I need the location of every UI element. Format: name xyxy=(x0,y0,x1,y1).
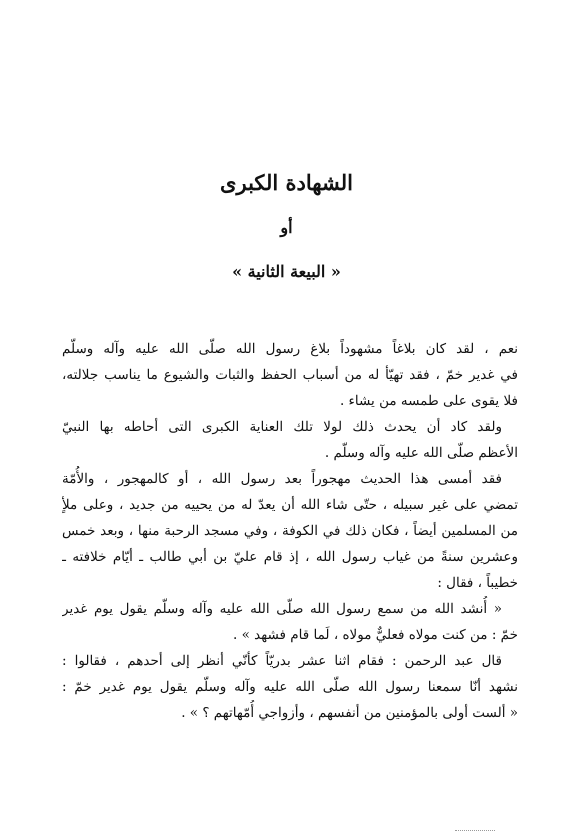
text-line: الأعظم صلّى الله عليه وآله وسلّم . xyxy=(324,445,518,461)
text-line: فقد أمسى هذا الحديث مهجوراً بعد رسول الله ، أو كالمهجور ، والأُمّة xyxy=(62,471,502,487)
body-text xyxy=(62,336,518,726)
text-line: قال عبد الرحمن : فقام اثنا عشر بدريّاً كأنّي أنظر إلى أحدهم ، فقالوا : xyxy=(62,653,502,669)
text-line: وعشرين سنةً من غياب رسول الله ، إذ قام عليّ بن أبي طالب ـ أيّام خلافته ـ xyxy=(62,549,518,565)
text-line: خمّ : من كنت مولاه فعليٌّ مولاه ، لَما قام فشهد » . xyxy=(233,627,518,643)
text-line: نشهد أنّا سمعنا رسول الله صلّى الله عليه وآله وسلّم يقول يوم غدير خمّ : xyxy=(62,679,518,695)
page-footer-mark xyxy=(455,830,495,832)
text-line: خطيباً ، فقال : xyxy=(437,575,518,591)
text-line: في غدير خمّ ، فقد تهيّأ له من أسباب الحفظ والثبات والشيوع ما يناسب جلالته، xyxy=(62,367,518,383)
text-line: تمضي على غير سبيله ، حتّى شاء الله أن يعدّ له من يحييه من جديد ، وعلى ملأٍ xyxy=(62,497,518,513)
text-line: من المسلمين أيضاً ، فكان ذلك في الكوفة ، وفي مسجد الرحبة منها ، وبعد خمس xyxy=(62,523,518,539)
chapter-title: الشهادة الكبرى xyxy=(220,170,353,195)
text-line: « أُنشد الله من سمع رسول الله صلّى الله عليه وآله وسلّم يقول يوم غدير xyxy=(62,601,502,617)
text-line: فلا يقوى على طمسه من يشاء . xyxy=(339,393,518,409)
text-line: « ألست أولى بالمؤمنين من أنفسهم ، وأزواجي أُمّهاتهم ؟ » . xyxy=(181,705,518,721)
chapter-subtitle: « البيعة الثانية » xyxy=(232,262,341,281)
text-line: ولقد كاد أن يحدث ذلك لولا تلك العناية الكبرى التى أحاطه بها النبيّ xyxy=(62,419,502,435)
title-conjunction: أو xyxy=(280,218,293,237)
text-line: نعم ، لقد كان بلاغاً مشهوداً بلاغ رسول الله صلّى الله عليه وآله وسلّم xyxy=(62,341,518,357)
